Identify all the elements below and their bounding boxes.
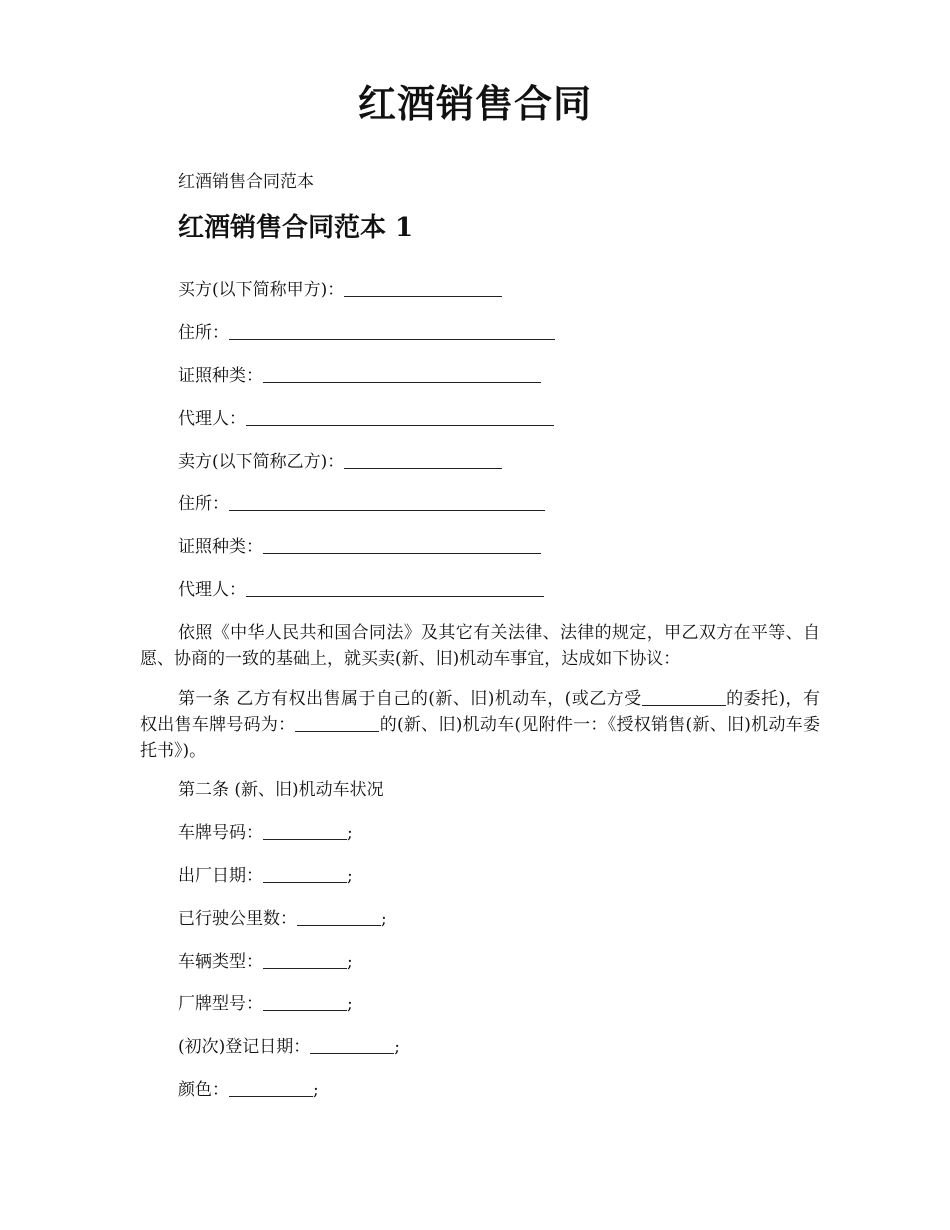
buyer-address-label: 住所：	[178, 323, 229, 343]
plate-label: 车牌号码：	[178, 823, 263, 843]
seller-license-line	[178, 534, 541, 560]
buyer-address-blank	[229, 321, 555, 340]
brand-model-end: ;	[347, 994, 353, 1014]
seller-agent-blank	[246, 578, 544, 597]
buyer-agent-line	[178, 406, 554, 432]
article2-heading: 第二条 (新、旧)机动车状况	[178, 780, 384, 800]
buyer-license-label: 证照种类：	[178, 366, 263, 386]
seller-agent-label: 代理人：	[178, 580, 246, 600]
registration-date-line	[178, 1034, 400, 1060]
manufacture-date-end: ;	[347, 866, 353, 886]
buyer-license-line	[178, 363, 541, 389]
seller-label: 卖方(以下简称乙方)：	[178, 452, 345, 472]
seller-address-blank	[229, 492, 545, 511]
buyer-license-blank	[263, 364, 541, 383]
mileage-line	[178, 906, 387, 932]
document-subtitle: 红酒销售合同范本	[178, 172, 314, 192]
seller-line	[178, 449, 502, 475]
article1-plate-blank	[295, 713, 379, 732]
section-heading: 红酒销售合同范本 1	[178, 213, 414, 243]
color-blank	[229, 1078, 313, 1097]
color-end: ;	[313, 1080, 319, 1100]
manufacture-date-label: 出厂日期：	[178, 866, 263, 886]
mileage-label: 已行驶公里数：	[178, 909, 297, 929]
mileage-end: ;	[381, 909, 387, 929]
brand-model-line	[178, 991, 353, 1017]
plate-end: ;	[347, 823, 353, 843]
article1-part2: 的委托)，有权出售车牌号码为：	[140, 689, 820, 735]
article1-paragraph	[140, 686, 820, 764]
manufacture-date-line	[178, 863, 353, 889]
vehicle-type-label: 车辆类型：	[178, 952, 263, 972]
plate-blank	[263, 821, 347, 840]
document-title: 红酒销售合同	[357, 81, 592, 126]
article1-part1: 第一条 乙方有权出售属于自己的(新、旧)机动车，(或乙方受	[178, 689, 642, 709]
seller-address-label: 住所：	[178, 494, 229, 514]
brand-model-label: 厂牌型号：	[178, 994, 263, 1014]
registration-date-end: ;	[394, 1037, 400, 1057]
article1-entrust-blank	[642, 687, 726, 706]
buyer-label: 买方(以下简称甲方)：	[178, 280, 345, 300]
registration-date-label: (初次)登记日期：	[178, 1037, 311, 1057]
color-label: 颜色：	[178, 1080, 229, 1100]
preamble-paragraph: 依照《中华人民共和国合同法》及其它有关法律、法律的规定，甲乙双方在平等、自愿、协商的一致的基础上，就买卖(新、旧)机动车事宜，达成如下协议：	[140, 623, 820, 669]
vehicle-type-line	[178, 949, 353, 975]
article1-part3: 的(新、旧)机动车(见附件一：《授权销售(新、旧)机动车委托书》)。	[140, 715, 820, 761]
seller-license-blank	[263, 535, 541, 554]
buyer-line	[178, 277, 502, 303]
buyer-address-line	[178, 320, 555, 346]
manufacture-date-blank	[263, 864, 347, 883]
brand-model-blank	[263, 992, 347, 1011]
vehicle-type-blank	[263, 950, 347, 969]
seller-agent-line	[178, 577, 544, 603]
color-line	[178, 1077, 319, 1103]
mileage-blank	[297, 907, 381, 926]
seller-address-line	[178, 491, 545, 517]
buyer-blank	[344, 278, 502, 297]
seller-blank	[344, 450, 502, 469]
seller-license-label: 证照种类：	[178, 537, 263, 557]
plate-line	[178, 820, 353, 846]
buyer-agent-label: 代理人：	[178, 409, 246, 429]
vehicle-type-end: ;	[347, 952, 353, 972]
registration-date-blank	[310, 1035, 394, 1054]
buyer-agent-blank	[246, 407, 554, 426]
